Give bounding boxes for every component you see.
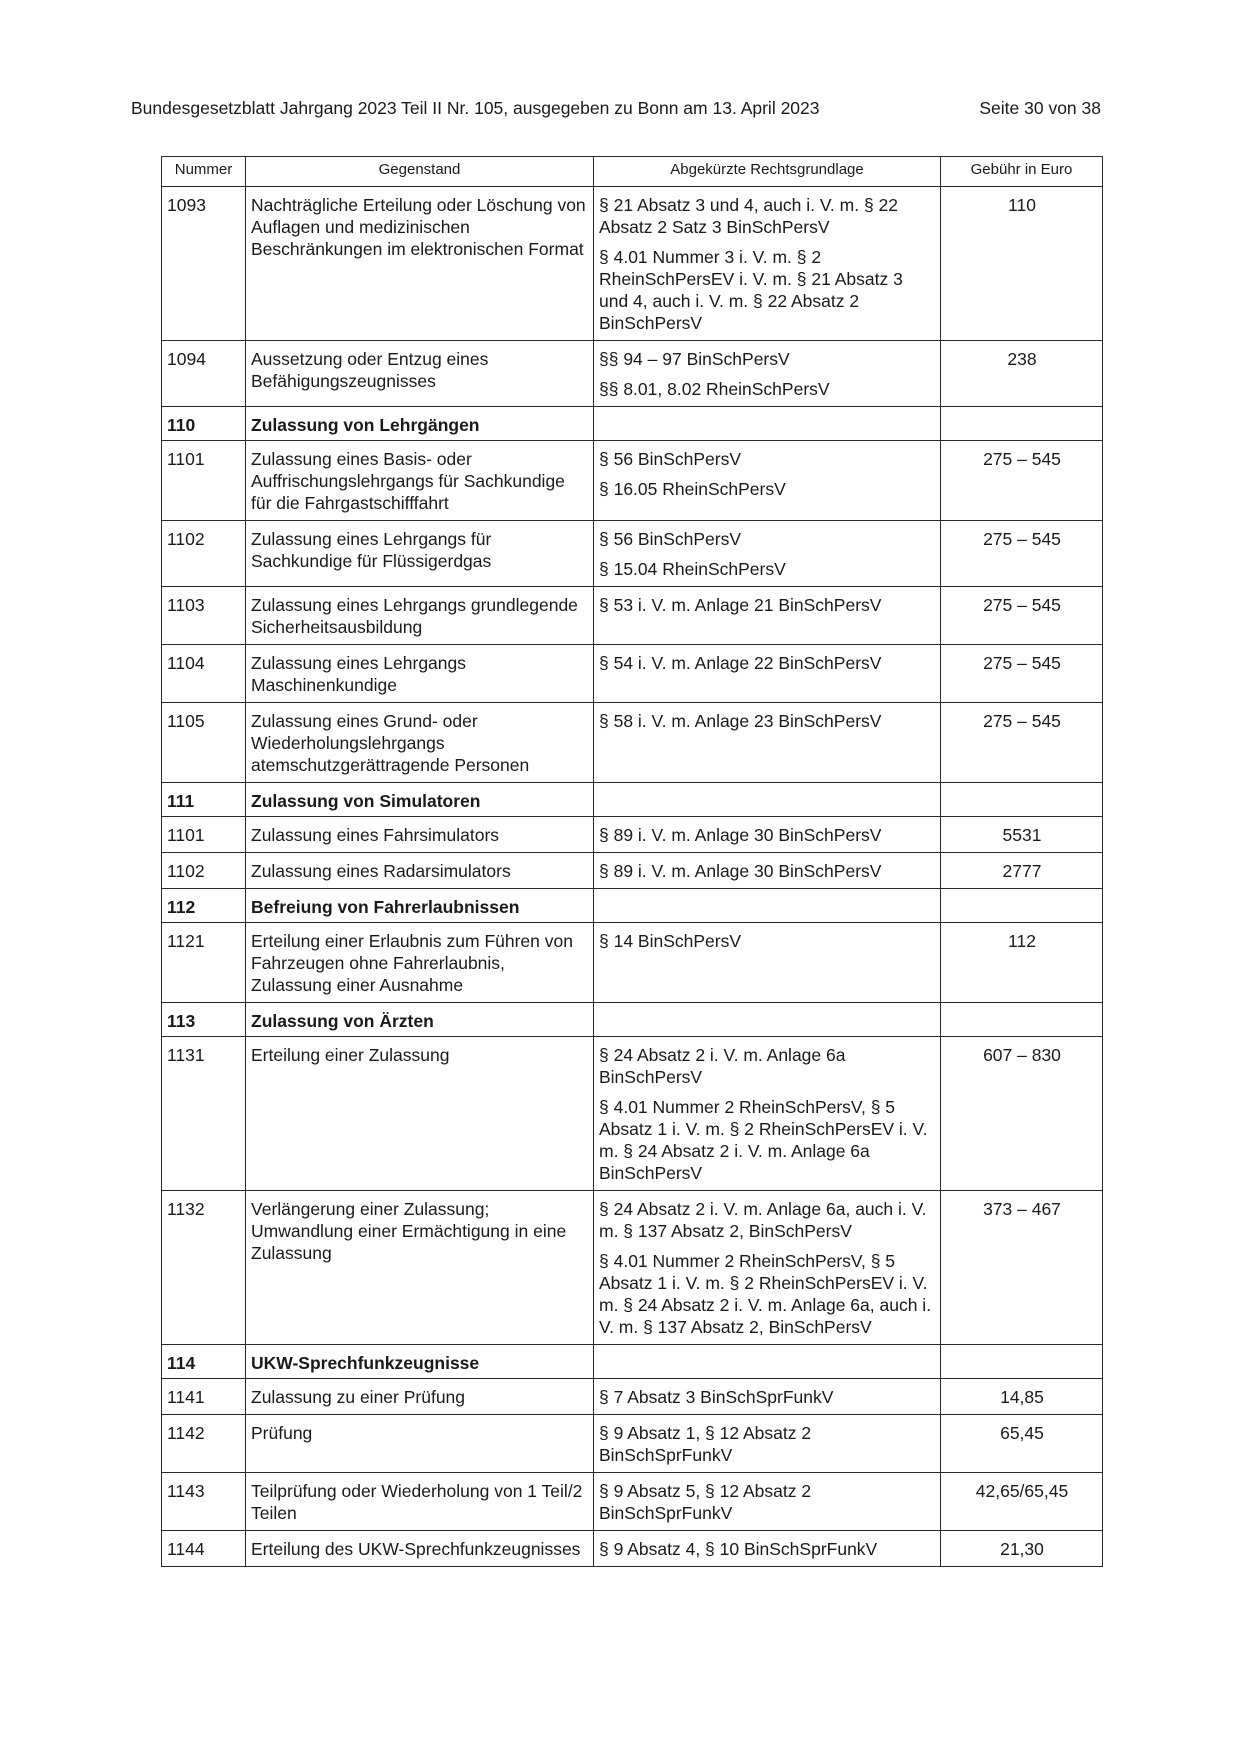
- empty-cell: [941, 407, 1103, 441]
- row-subject: Zulassung eines Lehrgangs grundlegende Sicherheitsausbildung: [246, 587, 594, 645]
- empty-cell: [594, 1345, 941, 1379]
- row-number: 1132: [162, 1191, 246, 1345]
- table-row: [162, 645, 1103, 703]
- table-row: [162, 1473, 1103, 1531]
- row-legal-basis: [594, 645, 941, 703]
- legal-basis-entry: § 7 Absatz 3 BinSchSprFunkV: [599, 1387, 834, 1407]
- column-header-fee: Gebühr in Euro: [941, 157, 1103, 187]
- legal-basis-entry: § 4.01 Nummer 2 RheinSchPersV, § 5 Absatz 1 i. V. m. § 2 RheinSchPersEV i. V. m. § 24 Absatz 2 i. V. m. Anlage 6a, auch i. V. m. § 137 Absatz 2, BinSchPersV: [599, 1251, 932, 1337]
- section-title: Befreiung von Fahrerlaubnissen: [246, 889, 594, 923]
- row-fee: 65,45: [941, 1415, 1103, 1473]
- legal-basis-entry: § 24 Absatz 2 i. V. m. Anlage 6a BinSchPersV: [599, 1045, 846, 1087]
- empty-cell: [594, 407, 941, 441]
- row-legal-basis: [594, 587, 941, 645]
- row-subject: Zulassung zu einer Prüfung: [246, 1379, 594, 1415]
- row-legal-basis: [594, 1191, 941, 1345]
- table-row: [162, 187, 1103, 341]
- row-fee: 275 – 545: [941, 587, 1103, 645]
- table-row: [162, 341, 1103, 407]
- row-legal-basis: [594, 1037, 941, 1191]
- row-fee: 238: [941, 341, 1103, 407]
- row-legal-basis: [594, 853, 941, 889]
- row-subject: Zulassung eines Lehrgangs für Sachkundige für Flüssigerdgas: [246, 521, 594, 587]
- legal-basis-entry: § 14 BinSchPersV: [599, 931, 742, 951]
- legal-basis-entry: § 54 i. V. m. Anlage 22 BinSchPersV: [599, 653, 882, 673]
- empty-cell: [941, 1345, 1103, 1379]
- row-subject: Zulassung eines Basis- oder Auffrischungslehrgangs für Sachkundige für die Fahrgastschifffahrt: [246, 441, 594, 521]
- row-number: 1102: [162, 853, 246, 889]
- empty-cell: [594, 783, 941, 817]
- row-subject: Zulassung eines Lehrgangs Maschinenkundige: [246, 645, 594, 703]
- row-number: 1121: [162, 923, 246, 1003]
- legal-basis-entry: § 9 Absatz 1, § 12 Absatz 2 BinSchSprFunkV: [599, 1423, 812, 1465]
- legal-basis-entry: § 89 i. V. m. Anlage 30 BinSchPersV: [599, 825, 882, 845]
- table-row: [162, 441, 1103, 521]
- row-number: 1144: [162, 1531, 246, 1567]
- row-number: 1143: [162, 1473, 246, 1531]
- empty-cell: [941, 889, 1103, 923]
- legal-basis-entry: § 53 i. V. m. Anlage 21 BinSchPersV: [599, 595, 882, 615]
- legal-basis-entry: § 24 Absatz 2 i. V. m. Anlage 6a, auch i. V. m. § 137 Absatz 2, BinSchPersV: [599, 1199, 927, 1241]
- page-number: Seite 30 von 38: [979, 98, 1101, 118]
- empty-cell: [941, 783, 1103, 817]
- legal-basis-entry: §§ 94 – 97 BinSchPersV: [599, 349, 790, 369]
- row-fee: 2777: [941, 853, 1103, 889]
- row-number: 1103: [162, 587, 246, 645]
- legal-basis-entry: § 16.05 RheinSchPersV: [599, 479, 786, 499]
- row-legal-basis: [594, 1473, 941, 1531]
- table-row: [162, 853, 1103, 889]
- row-subject: Zulassung eines Radarsimulators: [246, 853, 594, 889]
- row-legal-basis: [594, 441, 941, 521]
- fee-table: [161, 156, 1103, 1567]
- row-fee: 275 – 545: [941, 703, 1103, 783]
- table-row: [162, 923, 1103, 1003]
- row-subject: Zulassung eines Grund- oder Wiederholungslehrgangs atemschutzgerättragende Personen: [246, 703, 594, 783]
- row-legal-basis: [594, 817, 941, 853]
- row-fee: 275 – 545: [941, 645, 1103, 703]
- row-subject: Aussetzung oder Entzug eines Befähigungszeugnisses: [246, 341, 594, 407]
- row-legal-basis: [594, 341, 941, 407]
- row-legal-basis: [594, 923, 941, 1003]
- section-number: 110: [162, 407, 246, 441]
- row-number: 1101: [162, 817, 246, 853]
- empty-cell: [594, 889, 941, 923]
- section-number: 114: [162, 1345, 246, 1379]
- row-subject: Prüfung: [246, 1415, 594, 1473]
- table-header-row: [162, 157, 1103, 187]
- legal-basis-entry: § 15.04 RheinSchPersV: [599, 559, 786, 579]
- row-fee: 112: [941, 923, 1103, 1003]
- section-row: [162, 783, 1103, 817]
- row-legal-basis: [594, 521, 941, 587]
- row-number: 1093: [162, 187, 246, 341]
- row-subject: Teilprüfung oder Wiederholung von 1 Teil/2 Teilen: [246, 1473, 594, 1531]
- row-legal-basis: [594, 703, 941, 783]
- row-number: 1142: [162, 1415, 246, 1473]
- row-subject: Erteilung einer Erlaubnis zum Führen von Fahrzeugen ohne Fahrerlaubnis, Zulassung einer Ausnahme: [246, 923, 594, 1003]
- row-fee: 373 – 467: [941, 1191, 1103, 1345]
- empty-cell: [941, 1003, 1103, 1037]
- row-number: 1105: [162, 703, 246, 783]
- section-row: [162, 1003, 1103, 1037]
- section-title: Zulassung von Simulatoren: [246, 783, 594, 817]
- row-subject: Verlängerung einer Zulassung; Umwandlung einer Ermächtigung in eine Zulassung: [246, 1191, 594, 1345]
- section-row: [162, 889, 1103, 923]
- section-number: 113: [162, 1003, 246, 1037]
- section-row: [162, 1345, 1103, 1379]
- empty-cell: [594, 1003, 941, 1037]
- row-subject: Nachträgliche Erteilung oder Löschung von Auflagen und medizinischen Beschränkungen im elektronischen Format: [246, 187, 594, 341]
- row-fee: 42,65/65,45: [941, 1473, 1103, 1531]
- row-subject: Zulassung eines Fahrsimulators: [246, 817, 594, 853]
- table-row: [162, 521, 1103, 587]
- row-number: 1094: [162, 341, 246, 407]
- row-legal-basis: [594, 187, 941, 341]
- row-fee: 5531: [941, 817, 1103, 853]
- row-subject: Erteilung einer Zulassung: [246, 1037, 594, 1191]
- row-number: 1131: [162, 1037, 246, 1191]
- legal-basis-entry: § 21 Absatz 3 und 4, auch i. V. m. § 22 Absatz 2 Satz 3 BinSchPersV: [599, 195, 899, 237]
- row-fee: 14,85: [941, 1379, 1103, 1415]
- legal-basis-entry: § 89 i. V. m. Anlage 30 BinSchPersV: [599, 861, 882, 881]
- row-legal-basis: [594, 1531, 941, 1567]
- row-number: 1104: [162, 645, 246, 703]
- section-title: UKW-Sprechfunkzeugnisse: [246, 1345, 594, 1379]
- row-number: 1101: [162, 441, 246, 521]
- legal-basis-entry: § 4.01 Nummer 2 RheinSchPersV, § 5 Absatz 1 i. V. m. § 2 RheinSchPersEV i. V. m. § 24 Absatz 2 i. V. m. Anlage 6a BinSchPersV: [599, 1097, 928, 1183]
- row-fee: 21,30: [941, 1531, 1103, 1567]
- column-header-legal-basis: Abgekürzte Rechtsgrundlage: [594, 157, 941, 187]
- row-number: 1102: [162, 521, 246, 587]
- row-fee: 275 – 545: [941, 521, 1103, 587]
- table-row: [162, 1191, 1103, 1345]
- table-row: [162, 1415, 1103, 1473]
- gazette-title: Bundesgesetzblatt Jahrgang 2023 Teil II Nr. 105, ausgegeben zu Bonn am 13. April 2023: [131, 98, 820, 118]
- column-header-subject: Gegenstand: [246, 157, 594, 187]
- legal-basis-entry: § 4.01 Nummer 3 i. V. m. § 2 RheinSchPersEV i. V. m. § 21 Absatz 3 und 4, auch i. V. m. § 22 Absatz 2 BinSchPersV: [599, 247, 903, 333]
- legal-basis-entry: § 58 i. V. m. Anlage 23 BinSchPersV: [599, 711, 882, 731]
- row-number: 1141: [162, 1379, 246, 1415]
- legal-basis-entry: § 56 BinSchPersV: [599, 529, 742, 549]
- legal-basis-entry: § 56 BinSchPersV: [599, 449, 742, 469]
- table-row: [162, 587, 1103, 645]
- section-number: 111: [162, 783, 246, 817]
- legal-basis-entry: §§ 8.01, 8.02 RheinSchPersV: [599, 379, 830, 399]
- column-header-number: Nummer: [162, 157, 246, 187]
- row-fee: 607 – 830: [941, 1037, 1103, 1191]
- table-row: [162, 817, 1103, 853]
- row-fee: 275 – 545: [941, 441, 1103, 521]
- legal-basis-entry: § 9 Absatz 5, § 12 Absatz 2 BinSchSprFunkV: [599, 1481, 812, 1523]
- section-title: Zulassung von Lehrgängen: [246, 407, 594, 441]
- section-row: [162, 407, 1103, 441]
- row-subject: Erteilung des UKW-Sprechfunkzeugnisses: [246, 1531, 594, 1567]
- table-row: [162, 1531, 1103, 1567]
- section-number: 112: [162, 889, 246, 923]
- row-fee: 110: [941, 187, 1103, 341]
- section-title: Zulassung von Ärzten: [246, 1003, 594, 1037]
- table-row: [162, 1379, 1103, 1415]
- table-row: [162, 703, 1103, 783]
- table-row: [162, 1037, 1103, 1191]
- row-legal-basis: [594, 1415, 941, 1473]
- legal-basis-entry: § 9 Absatz 4, § 10 BinSchSprFunkV: [599, 1539, 878, 1559]
- fee-table-body: [162, 187, 1103, 1567]
- row-legal-basis: [594, 1379, 941, 1415]
